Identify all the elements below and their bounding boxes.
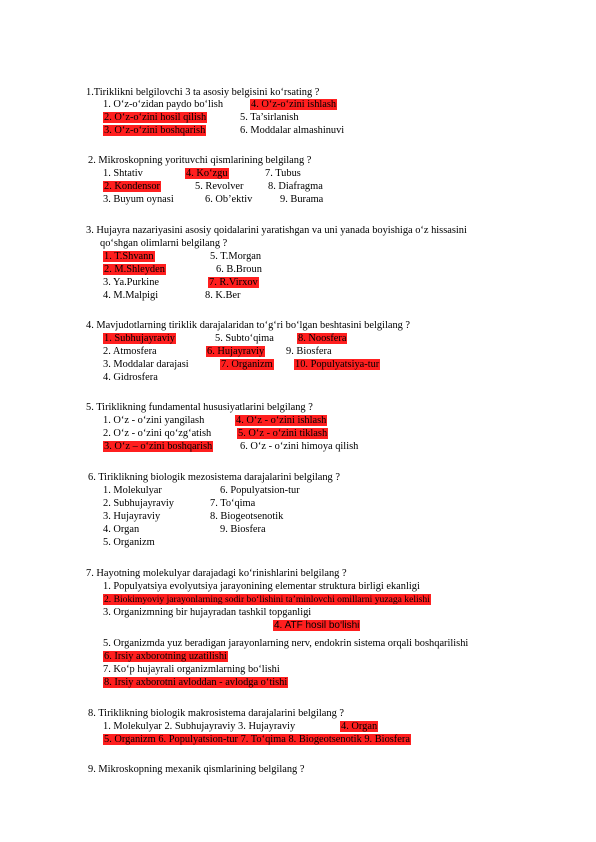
q5-option-1: 1. O‘z - o‘zini yangilash bbox=[103, 415, 205, 426]
q5-option-6: 6. O‘z - o‘zini himoya qilish bbox=[240, 441, 359, 452]
q1-option-3-highlighted: 3. O‘z-o‘zini boshqarish bbox=[104, 125, 206, 136]
q4-option-3: 3. Moddalar darajasi bbox=[103, 359, 189, 370]
q3-option-8: 8. K.Ber bbox=[205, 290, 241, 301]
q9-title: 9. Mikroskopning mexanik qismlarining belgilang ? bbox=[88, 764, 305, 775]
q1-title: 1.Tiriklikni belgilovchi 3 ta asosiy belgisini ko‘rsating ? bbox=[86, 87, 320, 98]
q2-option-4-highlighted: 4. Ko‘zgu bbox=[186, 168, 228, 179]
q7-option-4-highlighted: 4. ATF hosil bo‘lishi bbox=[274, 620, 360, 631]
q2-option-5: 5. Revolver bbox=[195, 181, 244, 192]
q4-option-7-highlighted: 7. Organizm bbox=[221, 359, 273, 370]
q3-option-2-highlighted: 2. M.Shleyden bbox=[104, 264, 165, 275]
q3-title-line-1: 3. Hujayra nazariyasini asosiy qoidalarini yaratishgan va uni yanada boyishiga o‘z hissasini bbox=[86, 225, 467, 236]
q7-option-7: 7. Ko‘p hujayrali organizmlarning bo‘lishi bbox=[103, 664, 280, 675]
q4-option-5: 5. Subto‘qima bbox=[215, 333, 274, 344]
q3-option-6: 6. B.Broun bbox=[216, 264, 262, 275]
q4-option-6-highlighted: 6. Hujayraviy bbox=[207, 346, 265, 357]
q3-option-3: 3. Ya.Purkine bbox=[103, 277, 160, 288]
q7-option-5: 5. Organizmda yuz beradigan jarayonlarning nerv, endokrin sistema orqali boshqarilishi bbox=[103, 638, 469, 649]
q4-option-10-highlighted: 10. Populyatsiya-tur bbox=[295, 359, 380, 370]
q2-option-7: 7. Tubus bbox=[265, 168, 301, 179]
q8-option-4-highlighted: 4. Organ bbox=[341, 721, 378, 732]
q2-title: 2. Mikroskopning yorituvchi qismlarining belgilang ? bbox=[88, 155, 312, 166]
q4-title: 4. Mavjudotlarning tiriklik darajalaridan to‘g‘ri bo‘lgan beshtasini belgilang ? bbox=[86, 320, 411, 331]
q3-option-4: 4. M.Malpigi bbox=[103, 290, 159, 301]
q5-option-2: 2. O‘z - o‘zini qo‘zg‘atish bbox=[103, 428, 212, 439]
q7-title: 7. Hayotning molekulyar darajadagi ko‘rinishlarini belgilang ? bbox=[86, 568, 347, 579]
q5-option-4-highlighted: 4. O‘z - o‘zini ishlash bbox=[236, 415, 327, 426]
q5-title: 5. Tiriklikning fundamental hususiyatlarini belgilang ? bbox=[86, 402, 313, 413]
q6-option-3: 3. Hujayraviy bbox=[103, 511, 161, 522]
q3-option-1-highlighted: 1. T.Shvann bbox=[104, 251, 154, 262]
q1-option-4-highlighted: 4. O‘z-o‘zini ishlash bbox=[251, 99, 337, 110]
q6-option-2: 2. Subhujayraviy bbox=[103, 498, 174, 509]
q8-title: 8. Tiriklikning biologik makrosistema darajalarini belgilang ? bbox=[88, 708, 344, 719]
q4-option-9: 9. Biosfera bbox=[286, 346, 332, 357]
q6-option-5: 5. Organizm bbox=[103, 537, 155, 548]
q7-option-1: 1. Populyatsiya evolyutsiya jarayonining elementar struktura birligi ekanligi bbox=[103, 581, 420, 592]
q2-option-1: 1. Shtativ bbox=[103, 168, 143, 179]
q7-option-6-highlighted: 6. Irsiy axborotning uzatilishi bbox=[104, 651, 227, 662]
q4-option-4: 4. Gidrosfera bbox=[103, 372, 158, 383]
q3-title-line-2: qo‘shgan olimlarni belgilang ? bbox=[100, 238, 228, 249]
q6-option-4: 4. Organ bbox=[103, 524, 140, 535]
q6-option-7: 7. To‘qima bbox=[210, 498, 256, 509]
q7-option-2-highlighted: 2. Biokimyoviy jarayonlarning sodir bo‘lishini ta’minlovchi omillarni yuzaga kelishi bbox=[104, 594, 430, 605]
q6-option-8: 8. Biogeotsenotik bbox=[210, 511, 284, 522]
q4-option-8-highlighted: 8. Noosfera bbox=[298, 333, 347, 344]
q1-option-5: 5. Ta’sirlanish bbox=[240, 112, 299, 123]
q6-title: 6. Tiriklikning biologik mezosistema darajalarini belgilang ? bbox=[88, 472, 340, 483]
q5-option-3-highlighted: 3. O‘z – o‘zini boshqarish bbox=[104, 441, 213, 452]
q4-option-1-highlighted: 1. Subhujayraviy bbox=[104, 333, 175, 344]
q6-option-1: 1. Molekulyar bbox=[103, 485, 162, 496]
q7-option-8-highlighted: 8. Irsiy axborotni avloddan - avlodga o‘tishi bbox=[104, 677, 288, 688]
q1-option-1: 1. O‘z-o‘zidan paydo bo‘lish bbox=[103, 99, 224, 110]
q1-option-6: 6. Moddalar almashinuvi bbox=[240, 125, 345, 136]
q3-option-5: 5. T.Morgan bbox=[210, 251, 262, 262]
q3-option-7-highlighted: 7. R.Virxov bbox=[209, 277, 258, 288]
q2-option-6: 6. Ob’ektiv bbox=[205, 194, 253, 205]
q2-option-8: 8. Diafragma bbox=[268, 181, 323, 192]
q5-option-5-highlighted: 5. O‘z - o‘zini tiklash bbox=[238, 428, 328, 439]
q7-option-3: 3. Organizmning bir hujayradan tashkil topganligi bbox=[103, 607, 312, 618]
q4-option-2: 2. Atmosfera bbox=[103, 346, 157, 357]
q8-options-line-1: 1. Molekulyar 2. Subhujayraviy 3. Hujayraviy bbox=[103, 721, 296, 732]
q2-option-2-highlighted: 2. Kondensor bbox=[104, 181, 160, 192]
q8-options-line-2-highlighted: 5. Organizm 6. Populyatsion-tur 7. To‘qima 8. Biogeotsenotik 9. Biosfera bbox=[104, 734, 410, 745]
q2-option-9: 9. Burama bbox=[280, 194, 324, 205]
q1-option-2-highlighted: 2. O‘z-o‘zini hosil qilish bbox=[104, 112, 207, 123]
q2-option-3: 3. Buyum oynasi bbox=[103, 194, 174, 205]
q6-option-6: 6. Populyatsion-tur bbox=[220, 485, 300, 496]
q6-option-9: 9. Biosfera bbox=[220, 524, 266, 535]
